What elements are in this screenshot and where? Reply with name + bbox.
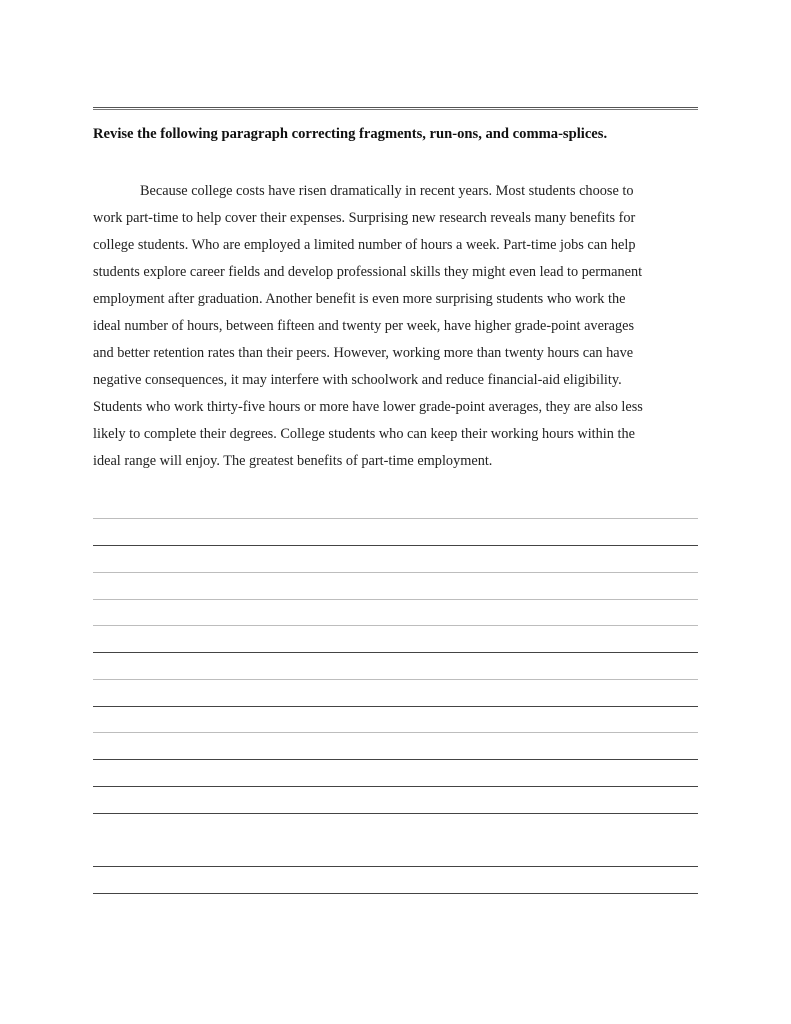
paragraph-line: ideal number of hours, between fifteen and twenty per week, have higher grade-point averages — [93, 318, 635, 334]
answer-line[interactable] — [93, 786, 698, 787]
paragraph-line: Students who work thirty-five hours or more have lower grade-point averages, they are also less — [93, 399, 643, 415]
exercise-paragraph — [93, 178, 698, 475]
paragraph-line: negative consequences, it may interfere with schoolwork and reduce financial-aid eligibility. — [93, 372, 622, 388]
answer-line[interactable] — [93, 759, 698, 760]
answer-line[interactable] — [93, 652, 698, 653]
paragraph-line: ideal range will enjoy. The greatest benefits of part-time employment. — [93, 453, 493, 469]
header-rule — [93, 107, 698, 110]
answer-line[interactable] — [93, 706, 698, 707]
instructions-heading: Revise the following paragraph correcting fragments, run-ons, and comma-splices. — [93, 126, 608, 142]
answer-line[interactable] — [93, 545, 698, 546]
answer-line[interactable] — [93, 679, 698, 680]
answer-line[interactable] — [93, 572, 698, 573]
paragraph-line: employment after graduation. Another benefit is even more surprising students who work the — [93, 291, 626, 307]
answer-line[interactable] — [93, 813, 698, 814]
paragraph-line: Because college costs have risen dramatically in recent years. Most students choose to — [140, 183, 634, 199]
paragraph-line: college students. Who are employed a limited number of hours a week. Part-time jobs can help — [93, 237, 636, 253]
answer-line[interactable] — [93, 732, 698, 733]
answer-line[interactable] — [93, 599, 698, 600]
answer-line[interactable] — [93, 893, 698, 894]
paragraph-line: work part-time to help cover their expenses. Surprising new research reveals many benefits for — [93, 210, 636, 226]
paragraph-line: likely to complete their degrees. College students who can keep their working hours within the — [93, 426, 635, 442]
paragraph-line: students explore career fields and develop professional skills they might even lead to permanent — [93, 264, 643, 280]
paragraph-line: and better retention rates than their peers. However, working more than twenty hours can have — [93, 345, 634, 361]
answer-line[interactable] — [93, 518, 698, 519]
answer-line[interactable] — [93, 866, 698, 867]
answer-line[interactable] — [93, 625, 698, 626]
